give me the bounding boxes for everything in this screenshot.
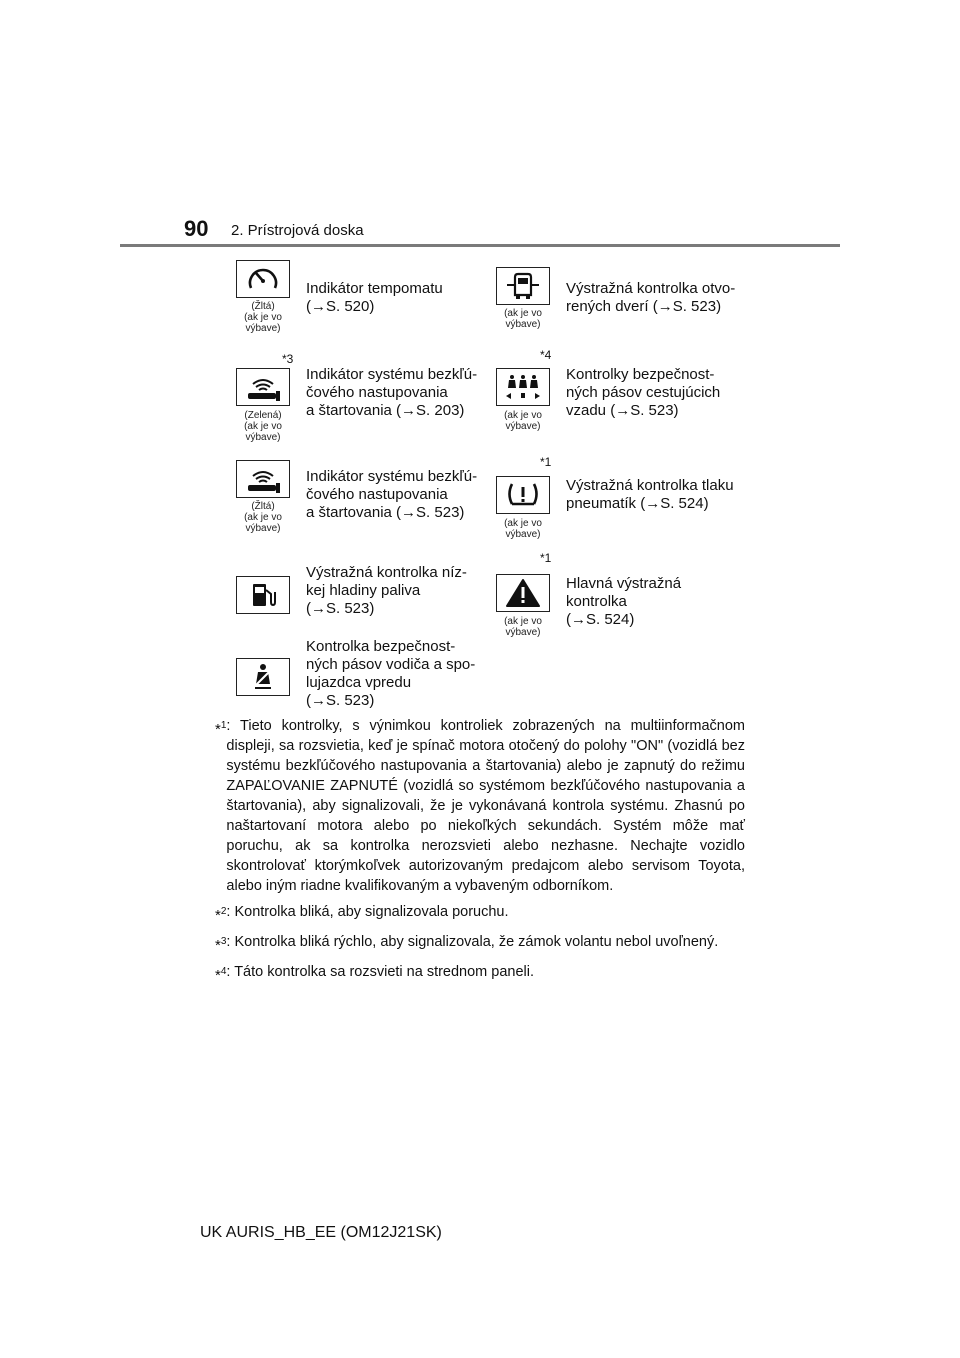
- door-open-icon: [496, 267, 550, 305]
- indicator-description: Kontrolky bezpečnost- ných pásov cestujúcich vzadu (→S. 523): [566, 366, 721, 419]
- indicator-description: Indikátor systému bezkľú- čového nastupovania a štartovania (→S. 203): [306, 366, 478, 419]
- header-divider: [120, 244, 840, 247]
- icon-caption: (ak je vo výbave): [504, 308, 542, 330]
- footnote: [215, 932, 745, 956]
- icon-caption: (Žltá) (ak je vo výbave): [244, 301, 282, 334]
- indicator-description: Indikátor tempomatu (→S. 520): [306, 280, 443, 315]
- indicator-description: Hlavná výstražná kontrolka (→S. 524): [566, 575, 682, 628]
- indicator-description: Výstražná kontrolka níz- kej hladiny paliva (→S. 523): [306, 564, 467, 617]
- cruise-control-gauge-icon: [236, 260, 290, 298]
- footnotes: [215, 716, 745, 991]
- tire-pressure-icon: [496, 476, 550, 514]
- footnote-marker: *1: [540, 551, 552, 565]
- indicator-description: Indikátor systému bezkľú- čového nastupovania a štartovania (→S. 523): [306, 468, 478, 521]
- indicator-description: Kontrolka bezpečnost- ných pásov vodiča a spo- lujazdca vpredu (→S. 523): [306, 638, 476, 709]
- page-number: 90: [184, 216, 209, 241]
- footnote-key: *$^4$: [215, 965, 227, 984]
- document-footer: UK AURIS_HB_EE (OM12J21SK): [200, 1224, 442, 1241]
- indicator-description: Výstražná kontrolka tlaku pneumatík (→S. 524): [566, 477, 734, 512]
- icon-caption: (Žltá) (ak je vo výbave): [244, 501, 282, 534]
- footnote-text: : Kontrolka bliká rýchlo, aby signalizovala, že zámok volantu nebol uvoľnený.: [226, 933, 719, 950]
- indicator-description: Výstražná kontrolka otvo- rených dverí (→S. 523): [566, 280, 736, 315]
- footnote-text: : Tieto kontrolky, s výnimkou kontroliek zobrazených na multiinformačnom displeji, sa rozsvietia, keď je spínač motora otočený do polohy "ON" (vozidlá bez systému bezkľúčového nastupovania a štartovania) alebo je zapnutý do režimu ZAPAĽOVANIE ZAPNUTÉ (vozidlá so systémom bezkľúčového nastupovania a štartovania), aby signalizovali, že je vykonávaná kontrola systému. Zhasnú po naštartovaní motora alebo po niekoľkých sekundách. Systém môže mať poruchu, ak sa kontrolka nerozsvieti alebo nezhasne. Nechajte vozidlo skontrolovať ktorýmkoľvek autorizovaným predajcom alebo servisom Toyota, alebo iným riadne kvalifikovaným a vybaveným odborníkom.: [226, 718, 745, 894]
- icon-caption: (ak je vo výbave): [504, 410, 542, 432]
- smart-key-indicator-icon: [236, 368, 290, 406]
- footnote-marker: *1: [540, 455, 552, 469]
- icon-caption: (Zelená) (ak je vo výbave): [244, 410, 282, 443]
- fuel-pump-icon: [236, 576, 290, 614]
- section-title: 2. Prístrojová doska: [231, 222, 364, 239]
- master-warning-icon: [496, 574, 550, 612]
- footnote-text: : Kontrolka bliká, aby signalizovala poruchu.: [226, 904, 509, 920]
- icon-caption: (ak je vo výbave): [504, 616, 542, 638]
- footnote: [215, 716, 745, 896]
- footnote-key: *$^3$: [215, 935, 227, 954]
- rear-seatbelt-icon: [496, 368, 550, 406]
- footnote-key: *$^2$: [215, 906, 227, 924]
- footnote-marker: *3: [282, 352, 294, 366]
- footnote-text: : Táto kontrolka sa rozsvieti na strednom paneli.: [226, 963, 535, 980]
- smart-key-indicator-icon: [236, 460, 290, 498]
- seatbelt-icon: [236, 658, 290, 696]
- icon-caption: (ak je vo výbave): [504, 518, 542, 540]
- footnote-marker: *4: [540, 348, 552, 362]
- footnote: [215, 902, 745, 926]
- footnote: [215, 962, 745, 986]
- footnote-key: *$^1$: [215, 720, 227, 738]
